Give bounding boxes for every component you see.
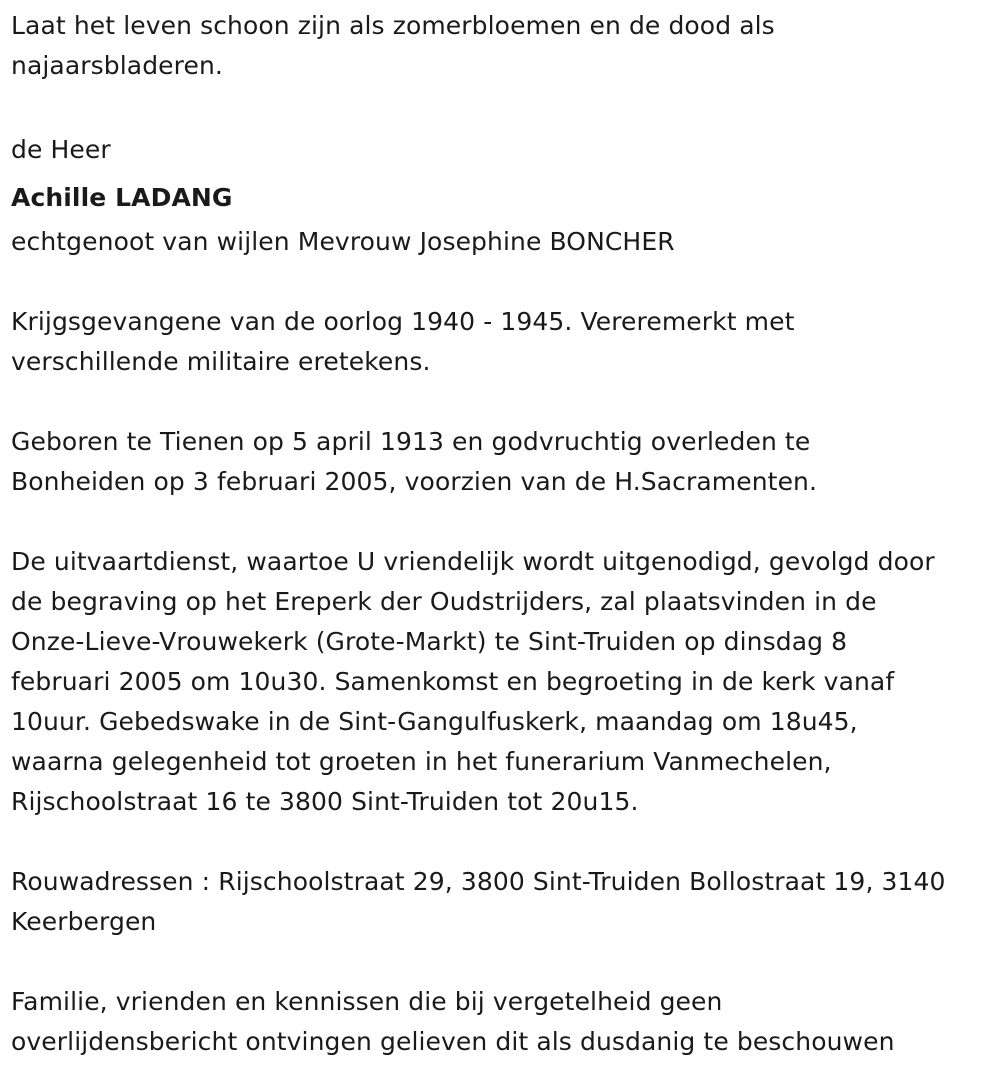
- birth-death-line-1: Geboren te Tienen op 5 april 1913 en godvruchtig overleden te: [11, 427, 811, 456]
- person-name: Achille LADANG: [11, 183, 233, 212]
- quote-line-2: najaarsbladeren.: [11, 51, 223, 80]
- quote-line-1: Laat het leven schoon zijn als zomerbloemen en de dood als: [11, 11, 775, 40]
- paragraph-gap: [11, 262, 996, 302]
- person-block: [11, 126, 996, 262]
- funeral-line-1: De uitvaartdienst, waartoe U vriendelijk wordt uitgenodigd, gevolgd door: [11, 547, 935, 576]
- addresses-paragraph: [11, 862, 996, 942]
- birth-death-line-2: Bonheiden op 3 februari 2005, voorzien van de H.Sacramenten.: [11, 467, 818, 496]
- funeral-line-3: Onze-Lieve-Vrouwekerk (Grote-Markt) te Sint-Truiden op dinsdag 8: [11, 627, 848, 656]
- military-line-1: Krijgsgevangene van de oorlog 1940 - 1945. Vereremerkt met: [11, 307, 795, 336]
- paragraph-gap: [11, 822, 996, 862]
- military-paragraph: [11, 302, 996, 382]
- paragraph-gap: [11, 382, 996, 422]
- addresses-line-1: Rouwadressen : Rijschoolstraat 29, 3800 Sint-Truiden Bollostraat 19, 3140: [11, 867, 946, 896]
- person-title: de Heer: [11, 135, 111, 164]
- notice-line-2: overlijdensbericht ontvingen gelieven dit als dusdanig te beschouwen: [11, 1027, 895, 1056]
- funeral-line-5: 10uur. Gebedswake in de Sint-Gangulfuskerk, maandag om 18u45,: [11, 707, 858, 736]
- military-line-2: verschillende militaire eretekens.: [11, 347, 431, 376]
- paragraph-gap: [11, 502, 996, 542]
- paragraph-gap: [11, 942, 996, 982]
- notice-line-1: Familie, vrienden en kennissen die bij vergetelheid geen: [11, 987, 723, 1016]
- person-spouse: echtgenoot van wijlen Mevrouw Josephine BONCHER: [11, 227, 675, 256]
- funeral-line-2: de begraving op het Ereperk der Oudstrijders, zal plaatsvinden in de: [11, 587, 877, 616]
- paragraph-gap: [11, 86, 996, 126]
- obituary-notice: [11, 6, 996, 1062]
- quote-paragraph: [11, 6, 996, 86]
- funeral-line-6: waarna gelegenheid tot groeten in het funerarium Vanmechelen,: [11, 747, 832, 776]
- funeral-line-4: februari 2005 om 10u30. Samenkomst en begroeting in de kerk vanaf: [11, 667, 895, 696]
- funeral-line-7: Rijschoolstraat 16 te 3800 Sint-Truiden tot 20u15.: [11, 787, 639, 816]
- birth-death-paragraph: [11, 422, 996, 502]
- notice-paragraph: [11, 982, 996, 1062]
- funeral-paragraph: [11, 542, 996, 822]
- addresses-line-2: Keerbergen: [11, 907, 157, 936]
